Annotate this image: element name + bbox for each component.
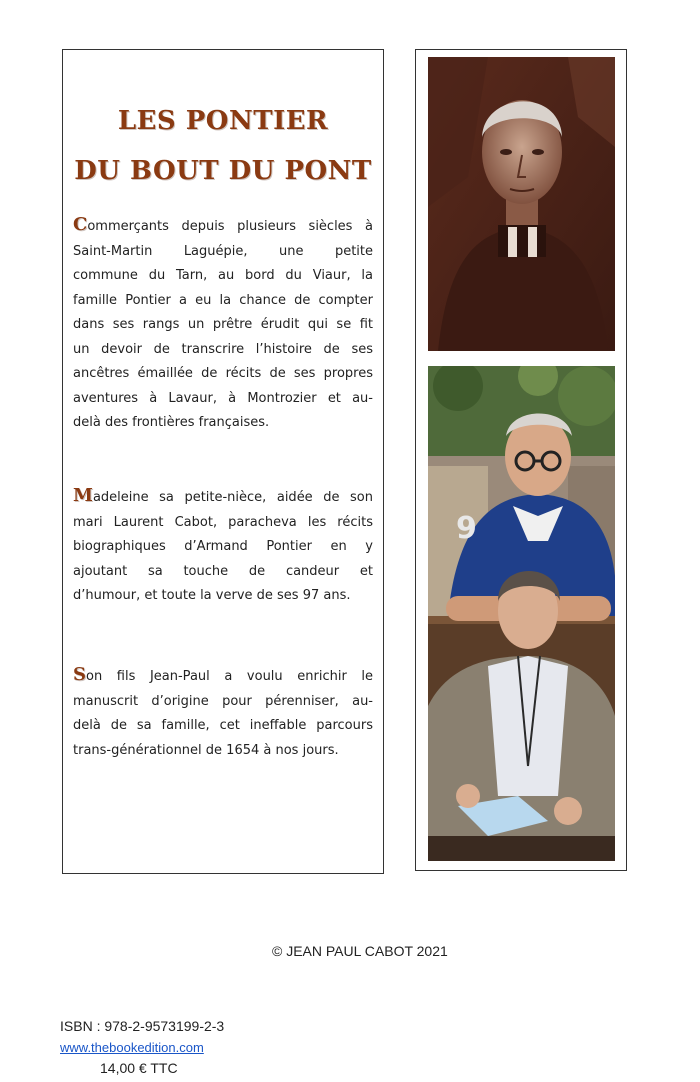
paragraph-line: dans ses rangs un prêtre érudit qui se fit bbox=[73, 317, 373, 332]
paragraph-line: ancêtres émaillée de récits de ses propres bbox=[73, 366, 373, 381]
paragraph-line: adeleine sa petite-nièce, aidée de son bbox=[92, 490, 373, 505]
dropcap-c: C bbox=[73, 214, 88, 235]
paragraph-line: manuscrit d’origine pour pérenniser, au- bbox=[73, 693, 373, 709]
paragraph-line: delà des frontières françaises. bbox=[73, 415, 270, 430]
paragraph-line: famille Pontier a eu la chance de compter bbox=[73, 292, 373, 308]
paragraph-madeleine bbox=[73, 484, 373, 609]
paragraph-line: aventures à Lavaur, à Montrozier et au- bbox=[73, 390, 373, 406]
paragraph-line: d’humour, et toute la verve de ses 97 ans. bbox=[73, 588, 351, 603]
paragraph-commercants bbox=[73, 213, 373, 436]
svg-text:9: 9 bbox=[456, 511, 477, 546]
paragraph-line: trans-générationnel de 1654 à nos jours. bbox=[73, 742, 339, 758]
copyright-notice: © JEAN PAUL CABOT 2021 bbox=[272, 943, 448, 959]
paragraph-son-fils bbox=[73, 663, 373, 763]
back-cover-text-panel bbox=[62, 49, 384, 874]
paragraph-line: commune du Tarn, au bord du Viaur, la bbox=[73, 268, 373, 283]
price-label: 14,00 € TTC bbox=[100, 1060, 178, 1076]
family-color-photo bbox=[428, 366, 615, 861]
publisher-website-link[interactable]: www.thebookedition.com bbox=[60, 1040, 204, 1055]
paragraph-line: mari Laurent Cabot, paracheva les récits bbox=[73, 514, 373, 530]
isbn-number: ISBN : 978-2-9573199-2-3 bbox=[60, 1018, 225, 1034]
dropcap-m: M bbox=[73, 485, 93, 506]
paragraph-line: biographiques d’Armand Pontier en y bbox=[73, 539, 373, 554]
paragraph-line: delà de sa famille, cet ineffable parcours bbox=[73, 718, 373, 733]
paragraph-line: ajoutant sa touche de candeur et bbox=[73, 563, 373, 579]
book-title-line-2: DU BOUT DU PONT bbox=[74, 156, 372, 186]
priest-portrait-photo bbox=[428, 57, 615, 351]
paragraph-line: on fils Jean-Paul a voulu enrichir le bbox=[86, 669, 373, 684]
paragraph-line: Saint-Martin Laguépie, une petite bbox=[73, 243, 373, 259]
book-title-line-1: LES PONTIER bbox=[117, 106, 329, 136]
paragraph-line: un devoir de transcrire l’histoire de ses bbox=[73, 341, 373, 357]
paragraph-line: ommerçants depuis plusieurs siècles à bbox=[87, 219, 373, 234]
dropcap-s: S bbox=[73, 664, 86, 685]
photo-panel bbox=[415, 49, 627, 871]
